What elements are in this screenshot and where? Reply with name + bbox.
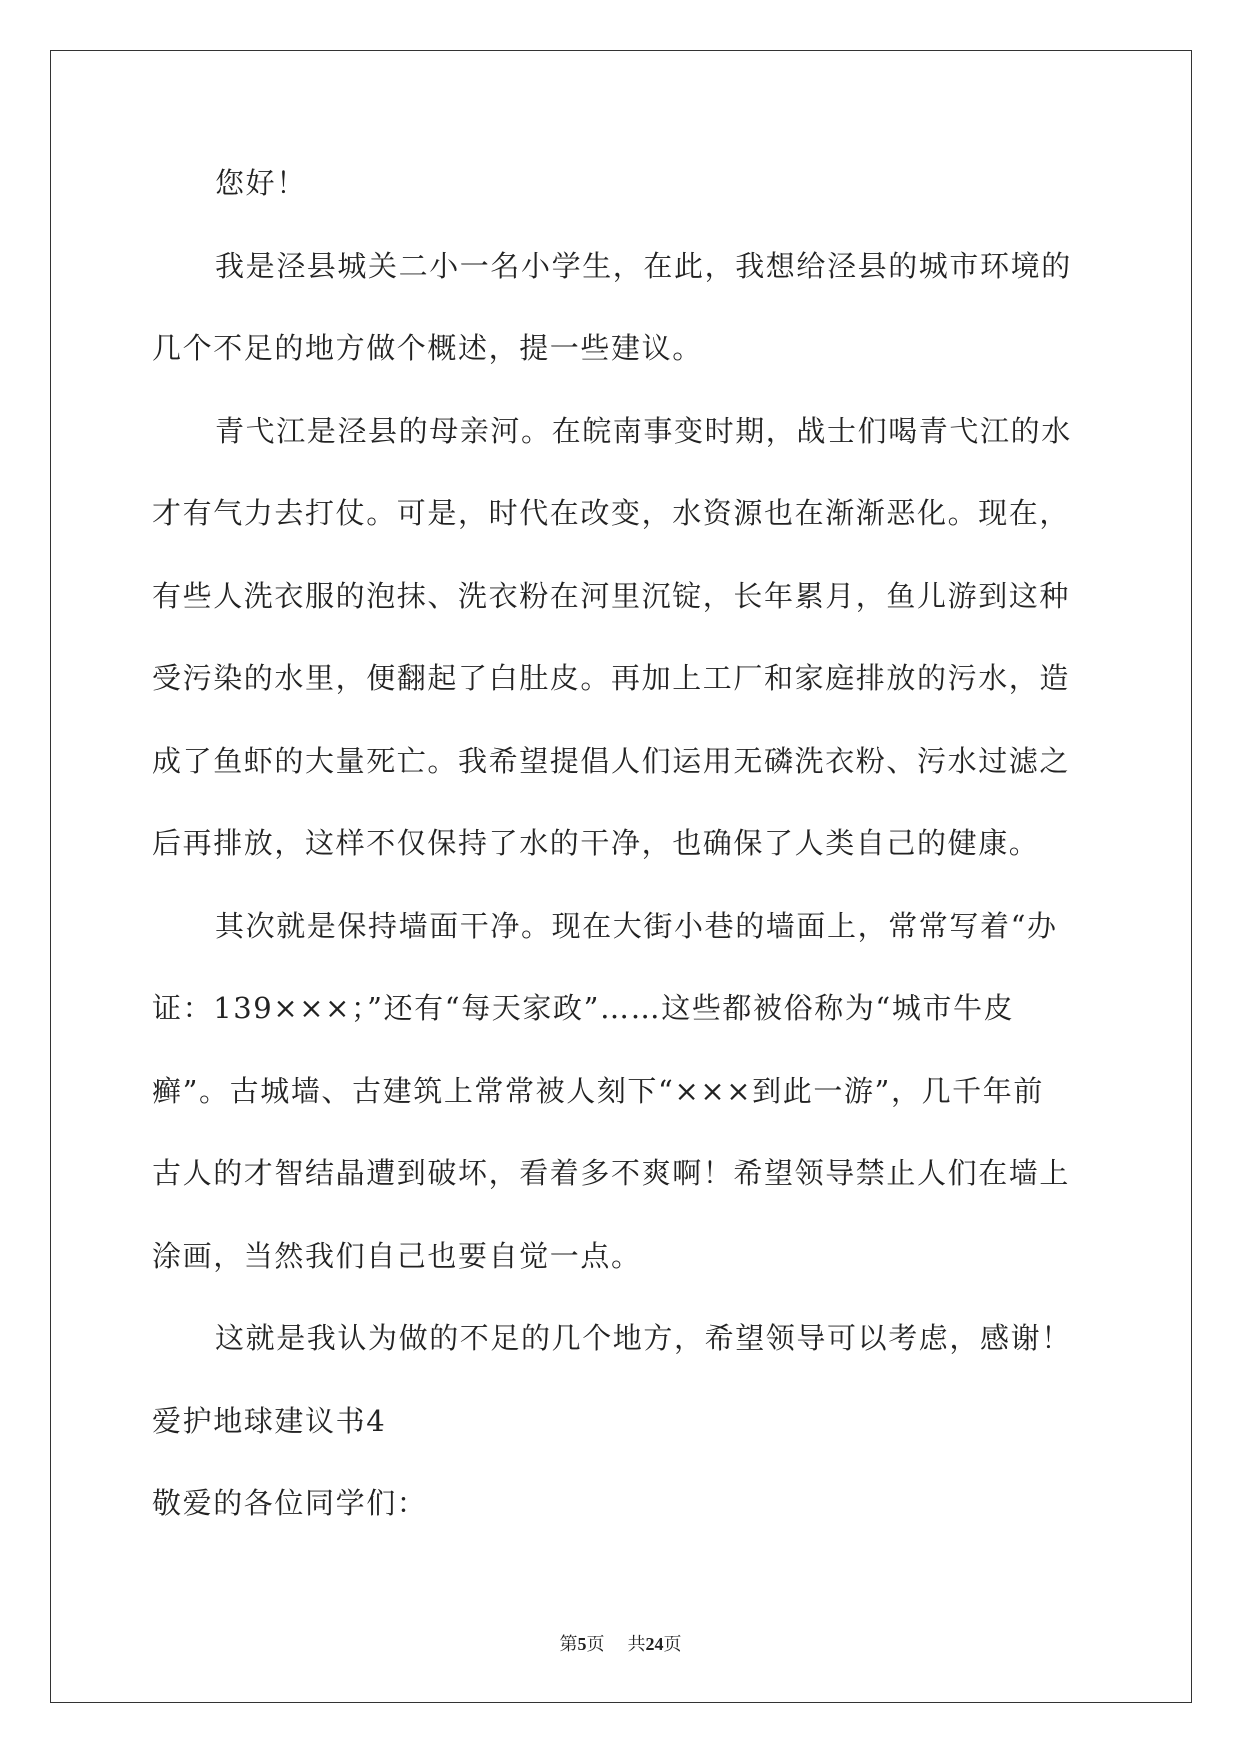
paragraph-line: 几个不足的地方做个概述，提一些建议。 xyxy=(152,331,703,365)
page-prefix: 第 xyxy=(559,1634,578,1655)
total-prefix: 共 xyxy=(627,1634,646,1655)
paragraph-line: 我是泾县城关二小一名小学生，在此，我想给泾县的城市环境的 xyxy=(215,248,1072,283)
paragraph-line: 古人的才智结晶遭到破坏，看着多不爽啊！希望领导禁止人们在墙上 xyxy=(152,1156,1071,1190)
section-heading: 爱护地球建议书4 xyxy=(152,1403,387,1438)
paragraph-line: 这就是我认为做的不足的几个地方，希望领导可以考虑，感谢！ xyxy=(215,1321,1072,1355)
page-number: 5 xyxy=(577,1634,587,1654)
paragraph-line: 才有气力去打仗。可是，时代在改变，水资源也在渐渐恶化。现在， xyxy=(152,496,1071,530)
page-footer xyxy=(0,1632,1241,1657)
paragraph-line: 其次就是保持墙面干净。现在大街小巷的墙面上，常常写着“办 xyxy=(215,908,1058,943)
paragraph-line: 涂画，当然我们自己也要自觉一点。 xyxy=(152,1238,642,1273)
paragraph-line: 受污染的水里，便翻起了白肚皮。再加上工厂和家庭排放的污水，造 xyxy=(152,661,1071,695)
paragraph-line: 癣”。古城墙、古建筑上常常被人刻下“×××到此一游”，几千年前 xyxy=(152,1073,1044,1108)
total-suffix: 页 xyxy=(663,1634,682,1655)
paragraph-line: 证：139×××；”还有“每天家政”……这些都被俗称为“城市牛皮 xyxy=(152,991,1015,1025)
paragraph-line: 后再排放，这样不仅保持了水的干净，也确保了人类自己的健康。 xyxy=(152,826,1040,860)
document-body xyxy=(152,165,1092,1568)
total-pages: 24 xyxy=(645,1634,664,1654)
page-suffix: 页 xyxy=(586,1634,605,1655)
salutation-line: 敬爱的各位同学们： xyxy=(152,1486,428,1520)
greeting-line: 您好！ xyxy=(215,166,307,200)
paragraph-line: 青弋江是泾县的母亲河。在皖南事变时期，战士们喝青弋江的水 xyxy=(215,413,1072,448)
paragraph-line: 有些人洗衣服的泡抹、洗衣粉在河里沉锭，长年累月，鱼儿游到这种 xyxy=(152,578,1071,613)
paragraph-line: 成了鱼虾的大量死亡。我希望提倡人们运用无磷洗衣粉、污水过滤之 xyxy=(152,743,1071,778)
